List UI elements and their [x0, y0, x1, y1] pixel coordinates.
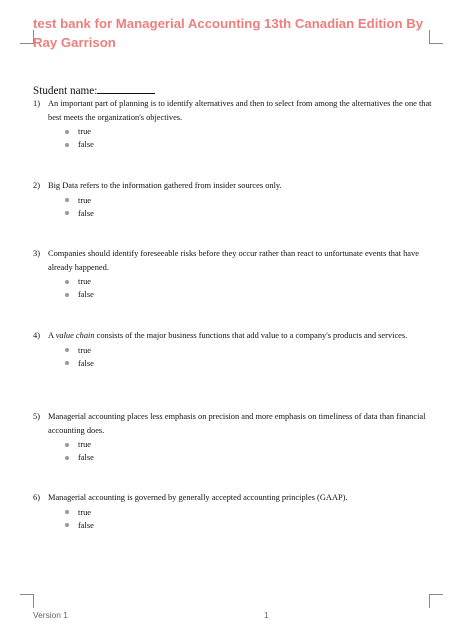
answer-options	[65, 506, 433, 532]
bullet-icon	[65, 198, 69, 202]
student-name-line	[33, 82, 155, 98]
crop-mark-bottom-left	[33, 594, 34, 608]
question-number: 6)	[33, 493, 40, 502]
footer-page-number: 1	[264, 610, 269, 620]
crop-mark-bottom-right	[429, 594, 430, 608]
question-text: Managerial accounting places less emphasis on precision and more emphasis on timeliness of data than financial accounting does.	[48, 412, 426, 435]
crop-mark-top-left-h	[20, 43, 34, 44]
bullet-icon	[65, 211, 69, 215]
crop-mark-bottom-left-h	[20, 594, 34, 595]
question-number: 2)	[33, 181, 40, 190]
student-name-blank[interactable]	[97, 82, 155, 94]
question-6	[33, 491, 433, 532]
question-number: 4)	[33, 331, 40, 340]
answer-options	[65, 438, 433, 464]
question-text: Companies should identify foreseeable risks before they occur rather than react to unfortunate events that have already happened.	[48, 249, 419, 272]
option-true[interactable]: true	[65, 194, 433, 207]
question-5	[33, 410, 433, 464]
footer-version: Version 1	[33, 610, 68, 620]
question-1	[33, 97, 433, 151]
bullet-icon	[65, 443, 69, 447]
question-text: An important part of planning is to identify alternatives and then to select from among the alternatives the one that best meets the organization's objectives.	[48, 99, 432, 122]
bullet-icon	[65, 361, 69, 365]
bullet-icon	[65, 293, 69, 297]
question-text: A value chain consists of the major business functions that add value to a company's products and services.	[48, 331, 408, 340]
option-false[interactable]: false	[65, 207, 433, 220]
question-2	[33, 179, 433, 220]
student-name-label: Student name:	[33, 85, 98, 97]
bullet-icon	[65, 348, 69, 352]
question-3	[33, 247, 433, 301]
answer-options	[65, 344, 433, 370]
emphasis-term: value chain	[55, 331, 95, 340]
question-4	[33, 329, 433, 370]
option-true[interactable]: true	[65, 438, 433, 451]
crop-mark-bottom-right-h	[429, 594, 443, 595]
option-false[interactable]: false	[65, 138, 433, 151]
option-false[interactable]: false	[65, 519, 433, 532]
answer-options	[65, 194, 433, 220]
question-number: 5)	[33, 412, 40, 421]
bullet-icon	[65, 523, 69, 527]
question-number: 1)	[33, 99, 40, 108]
bullet-icon	[65, 143, 69, 147]
option-true[interactable]: true	[65, 344, 433, 357]
question-number: 3)	[33, 249, 40, 258]
question-text: Big Data refers to the information gathered from insider sources only.	[48, 181, 282, 190]
option-false[interactable]: false	[65, 288, 433, 301]
bullet-icon	[65, 510, 69, 514]
document-title: test bank for Managerial Accounting 13th Canadian Edition By Ray Garrison	[33, 16, 424, 50]
question-text: Managerial accounting is governed by generally accepted accounting principles (GAAP).	[48, 493, 348, 502]
bullet-icon	[65, 456, 69, 460]
option-false[interactable]: false	[65, 451, 433, 464]
option-true[interactable]: true	[65, 125, 433, 138]
option-false[interactable]: false	[65, 357, 433, 370]
bullet-icon	[65, 130, 69, 134]
answer-options	[65, 125, 433, 151]
option-true[interactable]: true	[65, 506, 433, 519]
answer-options	[65, 275, 433, 301]
bullet-icon	[65, 280, 69, 284]
option-true[interactable]: true	[65, 275, 433, 288]
